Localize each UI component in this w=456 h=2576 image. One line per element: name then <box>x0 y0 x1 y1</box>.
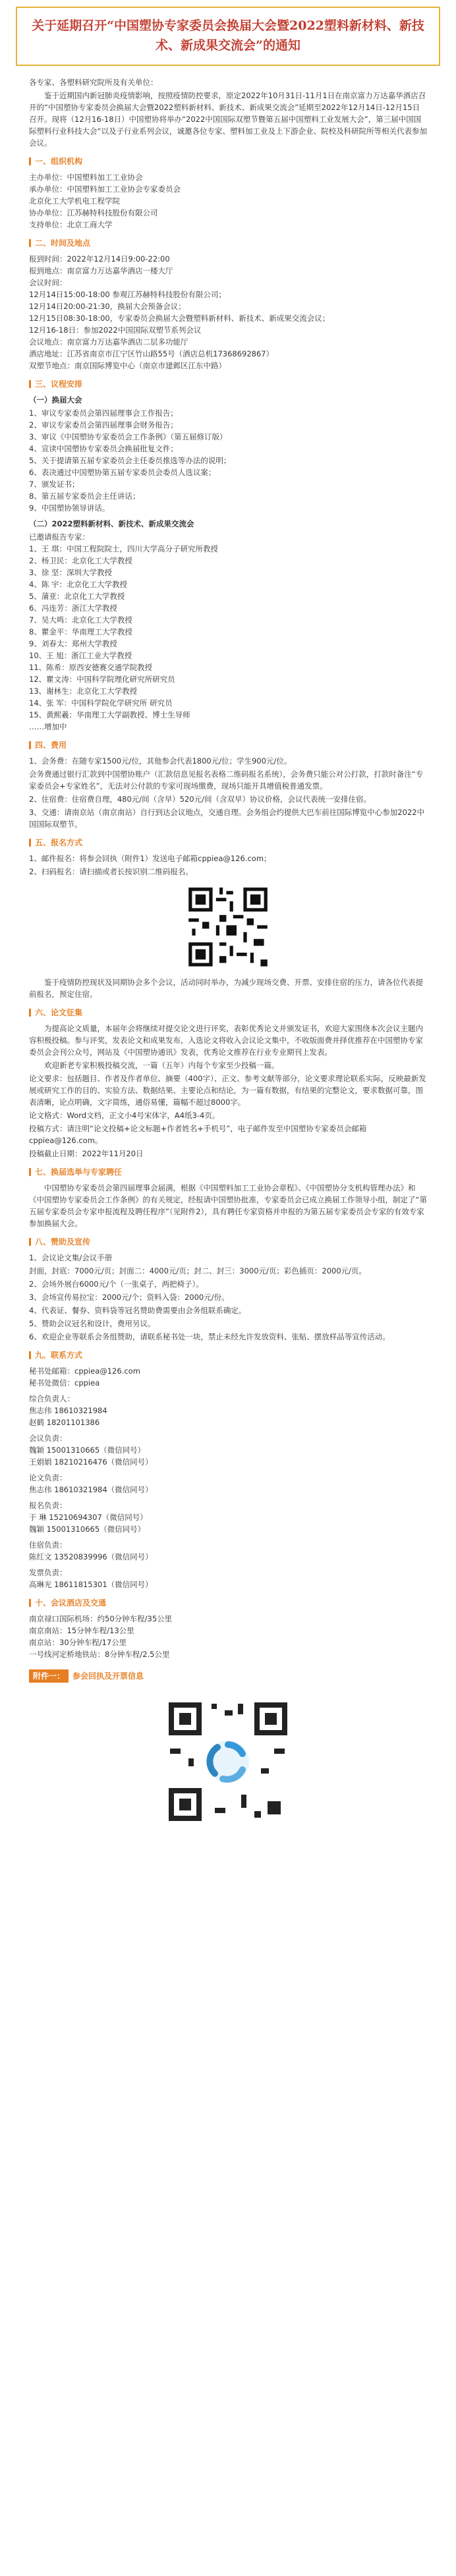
section-title: 五、报名方式 <box>35 838 83 847</box>
time-line: 酒店地址：江苏省南京市江宁区竹山路55号（酒店总机17368692867） <box>29 349 274 358</box>
agenda-item: 2、审议专家委员会第四届理事会财务报告； <box>29 420 178 430</box>
org-line: 承办单位：中国塑料加工工业协会专家委员会 <box>29 184 181 194</box>
agenda-item: 6、表决通过中国塑协第五届专家委员会委员人选议案； <box>29 468 216 477</box>
fee-line: 3、交通：请南京站（南京南站）自行到达会议地点，交通自理。会务组会约提供大巴车前往国际博览中心参加2022中国国际双塑节。 <box>29 808 425 829</box>
contact-head: 综合负责人： <box>29 1394 74 1403</box>
org-list <box>29 171 427 231</box>
speaker-item: 14、张 军：中国科学院化学研究所 研究员 <box>29 698 173 708</box>
agenda-item: 3、审议《中国塑协专家委员会工作条例》（第五届修订版） <box>29 432 227 441</box>
speaker-item: 9、刘春太：郑州大学教授 <box>29 639 117 648</box>
sponsor-line: 3、会场宣传易拉宝：2000元/个；资料入袋：2000元/份。 <box>29 1293 229 1302</box>
transport-line: 南京南站：15分钟车程/13公里 <box>29 1626 134 1635</box>
contact-line: 焦志伟 18610321984（微信同号） <box>29 1485 153 1494</box>
section-title: 八、赞助及宣传 <box>35 1237 91 1246</box>
speaker-item: 1、王 琪：中国工程院院士，四川大学高分子研究所教授 <box>29 544 218 553</box>
paper-line: 论文要求：包括题目、作者及作者单位、摘要（400字）、正文、参考文献等部分，论文要求理论联系实际，反映最新发展或研究工作的目的、实验方法、数据结果、主要论点和结论，为一篇有数据，有结果的完整论文，要求数据可靠，图表清晰，论点明确，文字简练，通俗易懂，篇幅不超过8000字。 <box>29 1074 426 1107</box>
contact-line: 王娟娟 18210216476（微信同号） <box>29 1457 153 1467</box>
appendix-header <box>29 1669 427 1683</box>
appendix-tag: 附件一： <box>29 1669 69 1683</box>
sponsor-line: 5、赞助会议冠名和设计，费用另议。 <box>29 1319 156 1328</box>
contact-line: 赵鹤 18201101386 <box>29 1418 100 1427</box>
time-line: 12月14日15:00-18:00 参观江苏赫特科技股份有限公司； <box>29 290 226 299</box>
contact-group <box>29 1472 427 1496</box>
fee-line: 会务费通过银行汇款到中国塑协账户（汇款信息见报名表格二维码报名系统），会务费只能公对公打款，打款时备注“专家委员会+专家姓名”，无法对公付款的专家可现场缴费，现场只能开具增值税普通发票。 <box>29 770 424 791</box>
contact-group <box>29 1539 427 1563</box>
speaker-item: 15、黄熙羲：华南理工大学副教授、博士生导师 <box>29 710 190 719</box>
paper-line: 投稿方式：请注明“论文投稿+论文标题+作者姓名+手机号”，电子邮件发至中国塑协专家委员会邮箱cppiea@126.com。 <box>29 1124 367 1145</box>
section-papers <box>29 1007 427 1019</box>
contact-head: 住宿负责： <box>29 1540 67 1550</box>
speaker-item: 8、瞿金平：华南理工大学教授 <box>29 627 132 636</box>
title-box <box>16 7 440 66</box>
contact-group <box>29 1393 427 1428</box>
paper-line: 论文格式：Word文档，正文小4号宋体字，A4纸3-4页。 <box>29 1111 220 1120</box>
section-title: 一、组织机构 <box>35 157 83 166</box>
page-title: 关于延期召开“中国塑协专家委员会换届大会暨2022塑料新材料、新技术、新成果交流会”的通知 <box>32 18 424 53</box>
signup-qr-code[interactable] <box>185 884 271 970</box>
agenda-item: 9、中国塑协领导讲话。 <box>29 503 110 513</box>
speaker-list <box>29 543 427 733</box>
paper-line: 为提高论文质量，本届年会将继续对提交论文进行评奖，表彰优秀论文并颁发证书，欢迎大家围绕本次会议主题内容积极投稿。参与评奖，发表论文和成果发布，入选论文将收入会议论文集中，不收版面费并择优推荐在中国塑协专家委员会会刊公众号，网站及《中国塑协通讯》发表，优秀论文推荐在行业专业期刊上发表。 <box>29 1024 423 1057</box>
transport-line: 一号线河定桥地铁站：8分钟车程/2.5公里 <box>29 1650 170 1659</box>
contact-head: 论文负责： <box>29 1473 67 1482</box>
time-line: 会议时间： <box>29 278 67 287</box>
contact-line: 陈红文 13520839996（微信同号） <box>29 1552 153 1561</box>
time-line: 报到地点：南京富力万达嘉华酒店一楼大厅 <box>29 266 173 275</box>
transport-line: 南京禄口国际机场：约50分钟车程/35公里 <box>29 1614 173 1623</box>
speaker-item: 10、王 旭：浙江工业大学教授 <box>29 651 132 660</box>
time-list <box>29 253 427 372</box>
time-line: 双塑节地点：南京国际博览中心（南京市建邺区江东中路） <box>29 361 226 370</box>
greeting: 各专家、各塑料研究院所及有关单位： <box>29 78 158 87</box>
contact-groups <box>29 1393 427 1590</box>
qr-caption: 鉴于疫情防控现状及同期协会多个会议，活动同时举办，为减少现场交费、开票、安排住宿的压力，请各位代表提前报名，预定住宿。 <box>29 978 423 999</box>
sponsor-list <box>29 1252 427 1343</box>
intro: 鉴于近期国内新冠肺炎疫情影响，按照疫情防控要求，原定2022年10月31日-11月1日在南京富力万达嘉华酒店召开的“中国塑协专家委员会换届大会暨2022塑料新材料、新技术、新成果交流会”延期至2022年12月14日-12月15日召开。现将（12月16-18日）中国塑协将举办“2022中国国际双塑节暨第五届中国塑料工业发展大会”，第三届中国国际塑料行业科技大会“以及子行业系列会议，诚邀各位专家、塑料加工业及上下游企业、院校及科研院所等相关代表参加会议。 <box>29 91 427 148</box>
time-line: 报到时间：2022年12月14日9:00-22:00 <box>29 254 170 264</box>
contact-head: 发票负责： <box>29 1568 67 1577</box>
fee-line: 2、住宿费：住宿费自理，480元/间（含早）520元/间（含双早）协议价格，会议代表统一安排住宿。 <box>29 795 371 804</box>
section-title: 十、会议酒店及交通 <box>35 1598 107 1608</box>
sponsor-line: 6、欢迎企业等联系会务组赞助，请联系秘书处一块，禁止未经允许发放资料、张贴、摆放样品等宣传活动。 <box>29 1332 390 1341</box>
section-transport <box>29 1597 427 1609</box>
org-line: 主办单位：中国塑料加工工业协会 <box>29 173 143 182</box>
agenda2-title: （二）2022塑料新材料、新技术、新成果交流会 <box>29 519 194 528</box>
appendix-label: 参会回执及开票信息 <box>72 1671 144 1681</box>
sponsor-line: 2、会场外展台6000元/个（一张桌子，两把椅子）。 <box>29 1279 204 1289</box>
agenda-item: 7、颁发证书； <box>29 480 80 489</box>
agenda-item: 5、关于提请第五届专家委员会主任委员推选等办法的说明； <box>29 456 231 465</box>
contact-line: 于 琳 15210694307（微信同号） <box>29 1513 148 1522</box>
time-line: 12月14日20:00-21:30，换届大会预备会议； <box>29 302 186 311</box>
speaker-item: 5、蒲亚：北京化工大学教授 <box>29 592 125 601</box>
fee-line: 1、会务费：在随专家1500元/位，其他参会代表1800元/位；学生900元/位。 <box>29 756 292 766</box>
agenda1-title: （一）换届大会 <box>29 395 82 405</box>
section-org <box>29 155 427 167</box>
section-title: 九、联系方式 <box>35 1351 83 1360</box>
speaker-item: 3、徐 坚：深圳大学教授 <box>29 568 112 577</box>
signup-email[interactable]: 1、邮件报名：将参会回执（附件1）发送电子邮箱cppiea@126.com； <box>29 854 271 863</box>
org-line: 协办单位：江苏赫特科技股份有限公司 <box>29 208 158 217</box>
speaker-item: 12、瞿文涛：中国科学院理化研究所研究员 <box>29 675 175 684</box>
agenda1-list <box>29 407 427 514</box>
time-line: 会议地点：南京富力万达嘉华酒店二层多功能厅 <box>29 337 188 347</box>
section-title: 四、费用 <box>35 741 67 750</box>
paper-line: 欢迎新老专家积极投稿交流，一篇（五年）内每个专家至少投稿一篇。 <box>44 1061 279 1070</box>
sponsor-line: 封面，封底：7000元/页；封面二：4000元/页；封二、封三：3000元/页；彩色插页：2000元/页。 <box>29 1266 367 1275</box>
speaker-more: ……增加中 <box>29 722 67 731</box>
papers-list <box>29 1022 427 1160</box>
contact-head: 会议负责： <box>29 1434 67 1443</box>
agenda2-lead: 已邀请报告专家： <box>29 532 90 542</box>
contact-line: 魏颖 15001310665（微信同号） <box>29 1525 146 1534</box>
org-line: 支持单位：北京工商大学 <box>29 220 113 229</box>
sponsor-line: 1、会议论文集/会议手册 <box>29 1253 113 1262</box>
time-line: 12月16-18日：参加2022中国国际双塑节系列会议 <box>29 325 202 335</box>
contact-line: 高琳光 18611815301（微信同号） <box>29 1580 153 1589</box>
contact-email[interactable]: 秘书处邮箱：cppiea@126.com <box>29 1366 140 1376</box>
paper-deadline: 投稿截止日期：2022年11月20日 <box>29 1149 144 1158</box>
section-title: 二、时间及地点 <box>35 238 91 248</box>
contact-head: 报名负责： <box>29 1501 67 1510</box>
contact-group <box>29 1567 427 1590</box>
agenda-item: 1、审议专家委员会第四届理事会工作报告； <box>29 408 178 418</box>
content <box>0 66 456 1828</box>
speaker-item: 13、谢林生：北京化工大学教授 <box>29 686 138 696</box>
transport-list <box>29 1613 427 1660</box>
section-title: 三、议程安排 <box>35 379 83 389</box>
section-fees <box>29 739 427 751</box>
contact-group <box>29 1499 427 1535</box>
contact-group <box>29 1432 427 1468</box>
contact-line: 魏颖 15001310665（微信同号） <box>29 1445 146 1455</box>
agenda-item: 4、宣读中国塑协专家委员会换届批复文件； <box>29 444 178 453</box>
section-election <box>29 1166 427 1178</box>
speaker-item: 4、陈 宇：北京化工大学教授 <box>29 580 127 589</box>
section-title: 六、论文征集 <box>35 1008 83 1017</box>
speaker-item: 6、冯连芳：浙江大学教授 <box>29 603 117 613</box>
time-line: 12月15日08:30-18:00，专家委员会换届大会暨塑料新材料、新技术、新成果交流会议； <box>29 314 330 323</box>
signup-app-qr-icon[interactable] <box>162 1696 294 1828</box>
speaker-item: 11、陈希：原西安德赛交通学院教授 <box>29 663 153 672</box>
org-line: 北京化工大学机电工程学院 <box>29 196 120 206</box>
section-sponsor <box>29 1236 427 1248</box>
sponsor-line: 4、代表证、餐券、资料袋等冠名赞助费需要由会务组联系确定。 <box>29 1306 246 1315</box>
fees-list <box>29 755 427 830</box>
contact-line: 焦志伟 18610321984 <box>29 1406 107 1415</box>
contact-wechat: 秘书处微信：cppiea <box>29 1378 100 1387</box>
speaker-item: 2、杨卫民：北京化工大学教授 <box>29 556 132 565</box>
section-agenda <box>29 378 427 390</box>
agenda-item: 8、第五届专家委员会主任讲话； <box>29 491 140 501</box>
section-time <box>29 237 427 249</box>
section-title: 七、换届选举与专家聘任 <box>35 1167 123 1177</box>
speaker-item: 7、吴大鸣：北京化工大学教授 <box>29 615 132 625</box>
section-contact <box>29 1349 427 1361</box>
section-signup <box>29 837 427 849</box>
transport-line: 南京站：30分钟车程/17公里 <box>29 1638 127 1647</box>
signup-qr-text: 2、扫码报名：请扫描或者长按识别二维码报名。 <box>29 867 193 876</box>
election-text: 中国塑协专家委员会第四届理事会届满，根据《中国塑料加工工业协会章程》、《中国塑协分支机构管理办法》和《中国塑协专家委员会工作条例》的有关规定，经报请中国塑协批准，专家委员会已成立换届工作领导小组，制定了“第五届专家委员会专家申报流程及聘任程序”（见附件2），具有聘任专家资格并申报的为第五届专家委员会专家的有效专家参加换届大会。 <box>29 1183 427 1228</box>
